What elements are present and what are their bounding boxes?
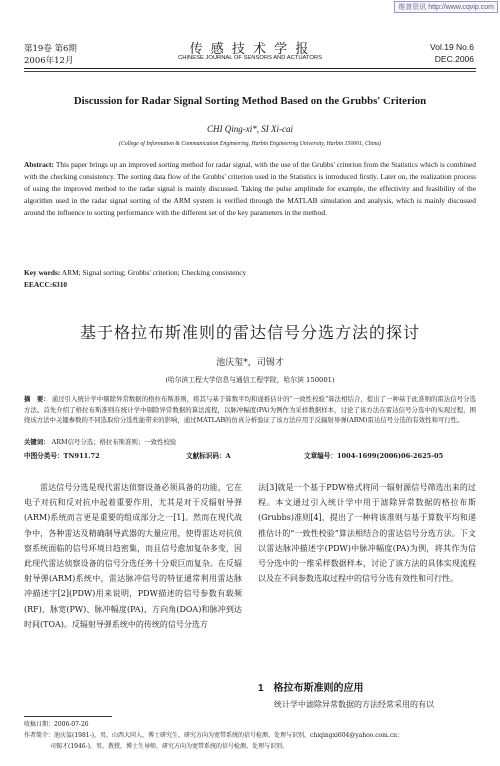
chinese-authors: 池庆玺*，司锡才 <box>216 358 284 368</box>
footnote-rule <box>24 716 112 717</box>
header-rule-thin <box>24 71 476 72</box>
chinese-keywords-text: ARM信号分选；格拉布斯准则；一致性校验 <box>51 438 177 446</box>
document-code: 文献标识码：A <box>186 452 231 460</box>
footnote-received: 收稿日期：2006-07-26 <box>24 721 89 728</box>
keywords-text: ARM; Signal sorting; Grubbs' criterion; Checking consistency <box>61 268 247 277</box>
header-rule <box>24 68 476 69</box>
chinese-abstract-text: 通过引入统计学中剔除异常数据的格拉布斯准则，将其与基于算数平均和递推估计的“一致性校验”算法相结合，提出了一种基于此准则的雷达信号分选方法。首先介绍了格拉布斯准则在统计学中剔除异常数据的算法流程，以脉冲幅度(PA)为例作为采样数据样本，讨论了该方法在雷达信号分选中的实现过程，围绕该方法中关键参数的不同选取给分选性能带来的影响，通过MATLAB的仿真分析验证了该方法应用于反辐射导弹(ARM)雷达信号分选的有效性和可行性。 <box>24 395 476 425</box>
issue-label-cn: 第19卷 第6期 <box>24 44 77 54</box>
chinese-keywords <box>24 437 476 448</box>
footnote-author-2: 司锡才(1946-)，男，教授，博士生导师，研究方向为宽带系统的信号检测、处理与识别。 <box>50 743 288 750</box>
body-left-column: 雷达信号分选是现代雷达侦察设备必须具备的功能，它在电子对抗和反对抗中起着重要作用，尤其是对于反辐射导弹(ARM)系统而言更是重要的组成部分之一[1]。然而在现代战争中，各种雷达及精确制导武器的大量应用，使得雷达对抗侦察系统面临的信号环境日趋密集，而且信号愈加复杂多变，因此现代雷达侦察设备的信号分选任务十分艰巨而复杂。在反辐射导弹(ARM)系统中，雷达脉冲信号的特征通常利用雷达脉冲描述字[2](PDW)用来说明，PDW描述的信号参数有载频(RF)、脉宽(PW)、脉冲幅度(PA)、方向角(DOA)和脉冲到达时间(TOA)。反辐射导弹系统中的传统的信号分选方 <box>24 483 242 629</box>
english-title: Discussion for Radar Signal Sorting Method Based on the Grubbs' Criterion <box>73 95 427 107</box>
chinese-title: 基于格拉布斯准则的雷达信号分选方法的探讨 <box>79 323 420 342</box>
footnote-author-1: 作者简介：池庆玺(1981-)，男，山西大同人，博士研究生，研究方向为宽带系统的信号检测、处理与识别，chiqingxi604@yahoo.com.cn； <box>24 732 403 739</box>
section-heading: 1 格拉布斯准则的应用 <box>258 683 364 694</box>
english-keywords <box>24 267 476 279</box>
date-label-cn: 2006年12月 <box>24 56 74 66</box>
keywords-label: Key words: <box>24 268 61 277</box>
article-number: 文章编号：1004-1699(2006)06-2625-05 <box>304 452 444 460</box>
abstract-text: This paper brings up an improved sorting method for radar signal, with the use of the Grubbs' criterion from the Statistics which is combined with the checking consistency. The sorting data flow of the Grubbs' criterion used in the Statistics is introduced firstly. Later on, the realization process of using the improved method to the radar signal is mainly discussed. Taking the pulse amplitude for example, the effectivity and feasibility of the algorithm used in the radar signal sorting of the ARM system is verified through the MATLAB simulation and analysis, which is mainly discussed around the influence to sorting performance with the different set of the key parameters in the method. <box>24 160 477 217</box>
chinese-abstract-label: 摘 要： <box>24 395 50 403</box>
section-text: 统计学中滤除异常数据的方法经常采用的有以 <box>274 700 434 709</box>
eeacc-code: EEACC:6310 <box>24 280 68 289</box>
abstract-label: Abstract: <box>24 160 54 169</box>
classification-number: 中图分类号：TN911.72 <box>24 452 100 460</box>
chinese-abstract <box>24 394 476 426</box>
journal-name-cn: 传 感 技 术 学 报 <box>189 42 311 57</box>
english-abstract <box>24 159 476 219</box>
date-label-en: DEC.2006 <box>434 54 474 64</box>
journal-name-en: CHINESE JOURNAL OF SENSORS AND ACTUATORS <box>178 55 322 61</box>
english-authors: CHI Qing-xi*, SI Xi-cai <box>207 124 293 134</box>
chinese-keywords-label: 关键词： <box>24 438 50 446</box>
chinese-affiliation: (哈尔滨工程大学信息与通信工程学院，哈尔滨 150001) <box>165 376 335 384</box>
volume-label: Vol.19 No.6 <box>430 42 474 52</box>
english-affiliation: (College of Information & Communication Engineering, Harbin Engineering University, Harbin 150001, China) <box>118 141 382 147</box>
body-right-column: 法[3]就是一个基于PDW格式将同一辐射源信号筛选出来的过程。本文通过引入统计学中用于滤除异常数据的格拉布斯(Grubbs)准则[4]，提出了一种将该准则与基于算数平均和递推估计的“一致性校验”算法相结合的雷达信号分选方法。下文以雷达脉冲描述字(PDW)中脉冲幅度(PA)为例，将其作为信号分选中的一维采样数据样本，讨论了该方法的具体实现流程以及在不同参数选取过程中的信号分选有效性和可行性。 <box>258 483 476 584</box>
watermark: 维普资讯 http://www.cqvip.com <box>394 1 498 13</box>
